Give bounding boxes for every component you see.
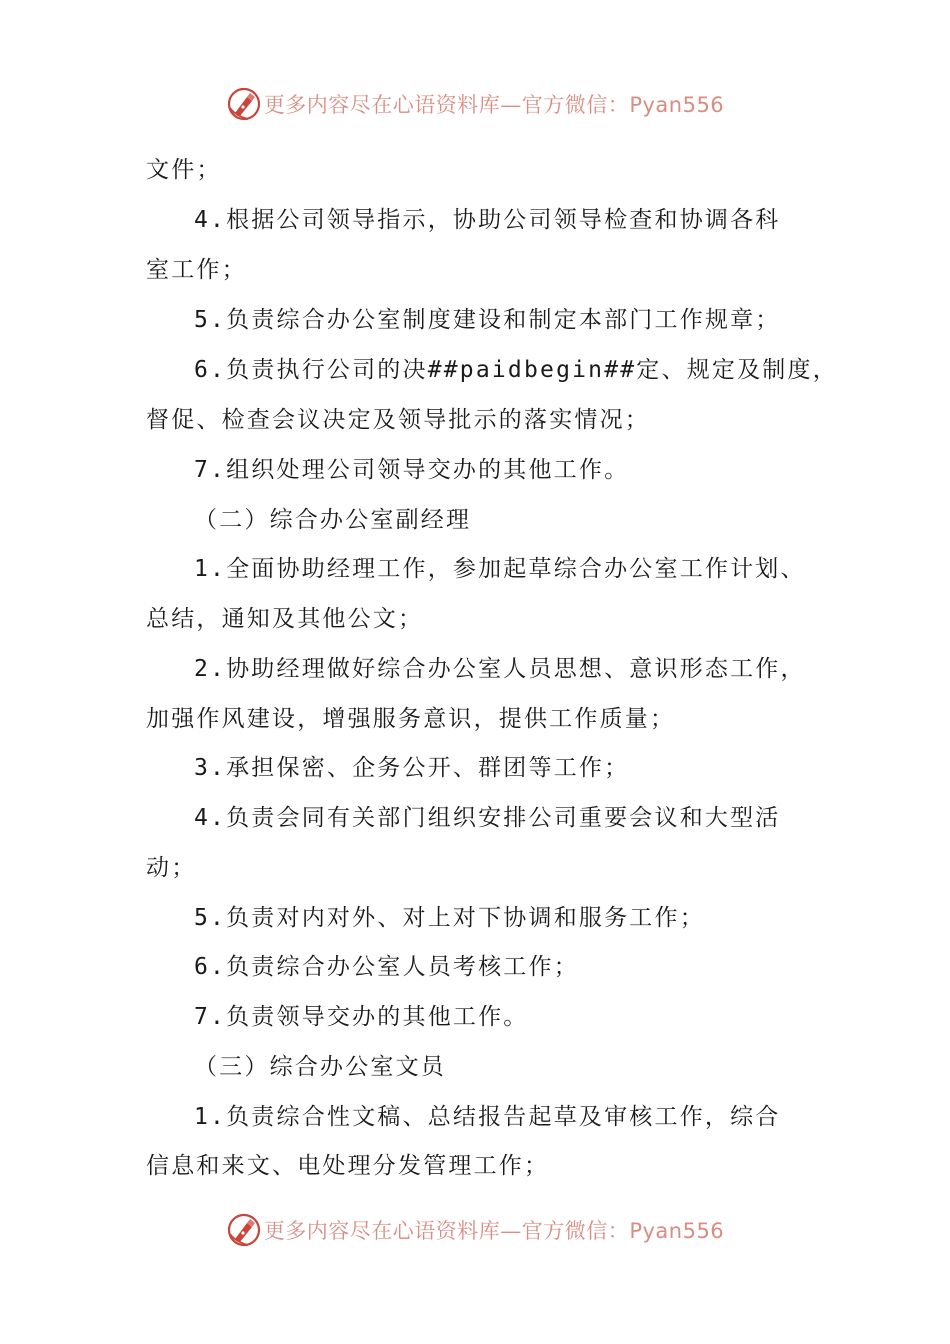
text-line: 7.组织处理公司领导交办的其他工作。 [194, 457, 630, 483]
text-line: 加强作风建设，增强服务意识，提供工作质量； [146, 706, 676, 732]
text-line: 5.负责对内对外、对上对下协调和服务工作； [194, 905, 705, 931]
pen-nib-logo-icon [226, 86, 262, 122]
text-line: 总结，通知及其他公文； [146, 606, 424, 632]
header-banner-text: 更多内容尽在心语资料库—官方微信： [263, 93, 630, 117]
text-line: 7.负责领导交办的其他工作。 [194, 1004, 529, 1030]
text-line: 2.协助经理做好综合办公室人员思想、意识形态工作， [194, 656, 806, 682]
text-line: 1.负责综合性文稿、总结报告起草及审核工作，综合 [194, 1104, 781, 1130]
text-line: 6.负责综合办公室人员考核工作； [194, 954, 579, 980]
text-line: 文件； [146, 157, 222, 183]
footer-watermark-banner [0, 1210, 950, 1250]
text-line: 动； [146, 855, 197, 881]
pen-nib-logo-icon [226, 1212, 262, 1248]
text-line: 5.负责综合办公室制度建设和制定本部门工作规章； [194, 307, 781, 333]
text-line: 信息和来文、电处理分发管理工作； [146, 1153, 550, 1179]
text-line: 督促、检查会议决定及领导批示的落实情况； [146, 407, 650, 433]
text-line: 6.负责执行公司的决##paidbegin##定、规定及制度， [194, 357, 838, 383]
text-line: 室工作； [146, 257, 247, 283]
text-line: 1.全面协助经理工作，参加起草综合办公室工作计划、 [194, 556, 806, 582]
header-watermark-banner [0, 84, 950, 124]
text-line: 3.承担保密、企务公开、群团等工作； [194, 755, 630, 781]
section-heading: （二）综合办公室副经理 [194, 507, 472, 533]
footer-banner-wechat: Pyan556 [629, 1219, 725, 1243]
header-banner-wechat: Pyan556 [629, 93, 725, 117]
footer-banner-text: 更多内容尽在心语资料库—官方微信： [263, 1219, 630, 1243]
section-heading: （三）综合办公室文员 [194, 1054, 446, 1080]
text-line: 4.负责会同有关部门组织安排公司重要会议和大型活 [194, 805, 781, 831]
text-line: 4.根据公司领导指示，协助公司领导检查和协调各科 [194, 207, 781, 233]
